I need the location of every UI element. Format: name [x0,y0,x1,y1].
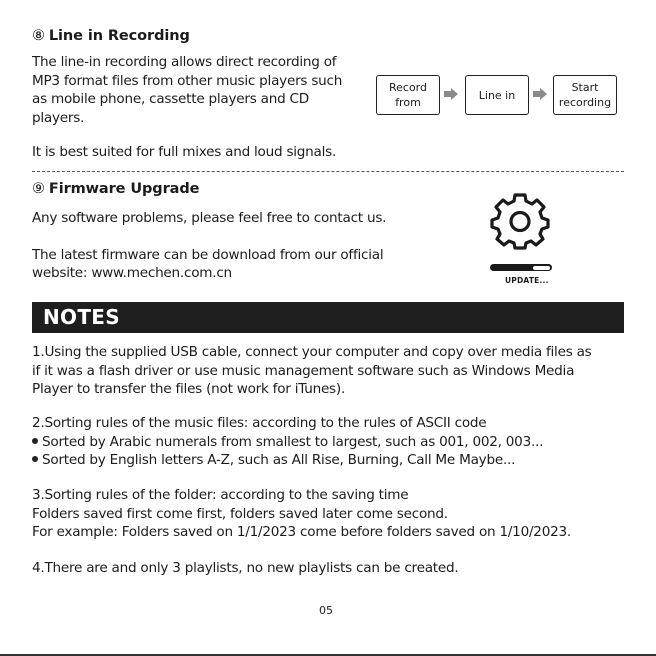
section-9-line-2: The latest firmware can be download from our official [32,247,384,263]
update-label: UPDATE... [505,276,549,285]
note-line: if it was a flash driver or use music management software such as Windows Media [32,362,575,379]
arrow-right-icon [533,88,547,100]
section-8-number: ⑧ [32,28,45,44]
flow-box-line-in [465,75,529,115]
flow-box-text: recording [558,96,612,109]
flow-box-text: from [395,96,421,109]
paragraph-line: players. [32,109,85,126]
section-9-title: Firmware Upgrade [48,181,200,197]
notes-header-bar [32,302,624,333]
update-progress-gap [533,266,551,270]
paragraph-line: The line-in recording allows direct recording of [32,54,337,70]
section-8-note: It is best suited for full mixes and loud signals. [32,144,337,160]
note-bullet: Sorted by English letters A-Z, such as All Rise, Burning, Call Me Maybe... [32,451,543,470]
note-item-1 [32,343,592,399]
note-line: Player to transfer the files (not work for iTunes). [32,381,346,397]
paragraph-line: as mobile phone, cassette players and CD [32,91,310,107]
arrow-right-icon [444,88,458,100]
note-line: 1.Using the supplied USB cable, connect your computer and copy over media files as [32,344,592,360]
note-line: 2.Sorting rules of the music files: according to the rules of ASCII code [32,415,487,431]
update-progress-bar [490,264,552,271]
section-8-heading [32,28,190,44]
section-9-line-1: Any software problems, please feel free to contact us. [32,210,387,226]
section-divider [32,171,624,172]
paragraph-line: MP3 format files from other music players such [32,72,343,89]
section-9-heading [32,181,199,197]
flow-box-text: Line in [478,88,516,102]
gear-icon [484,186,556,258]
flow-box-text: Start [571,81,599,94]
note-item-3 [32,486,571,542]
note-bullet: Sorted by Arabic numerals from smallest to largest, such as 001, 002, 003... [32,433,543,452]
note-line: Folders saved first come first, folders saved later come second. [32,505,448,522]
note-line: 3.Sorting rules of the folder: according to the saving time [32,487,409,503]
section-8-paragraph [32,53,342,127]
note-item-2 [32,414,543,470]
flow-box-text: Record [388,81,427,94]
section-9-number: ⑨ [32,181,45,197]
section-9-line-3: website: www.mechen.com.cn [32,265,232,281]
note-line: For example: Folders saved on 1/1/2023 come before folders saved on 1/10/2023. [32,524,571,540]
flow-box-start-recording [553,75,617,115]
page-number: 05 [319,604,333,617]
notes-title: NOTES [43,305,120,329]
section-8-title: Line in Recording [48,28,190,44]
flow-box-record-from [376,75,440,115]
note-item-4: 4.There are and only 3 playlists, no new playlists can be created. [32,560,459,576]
